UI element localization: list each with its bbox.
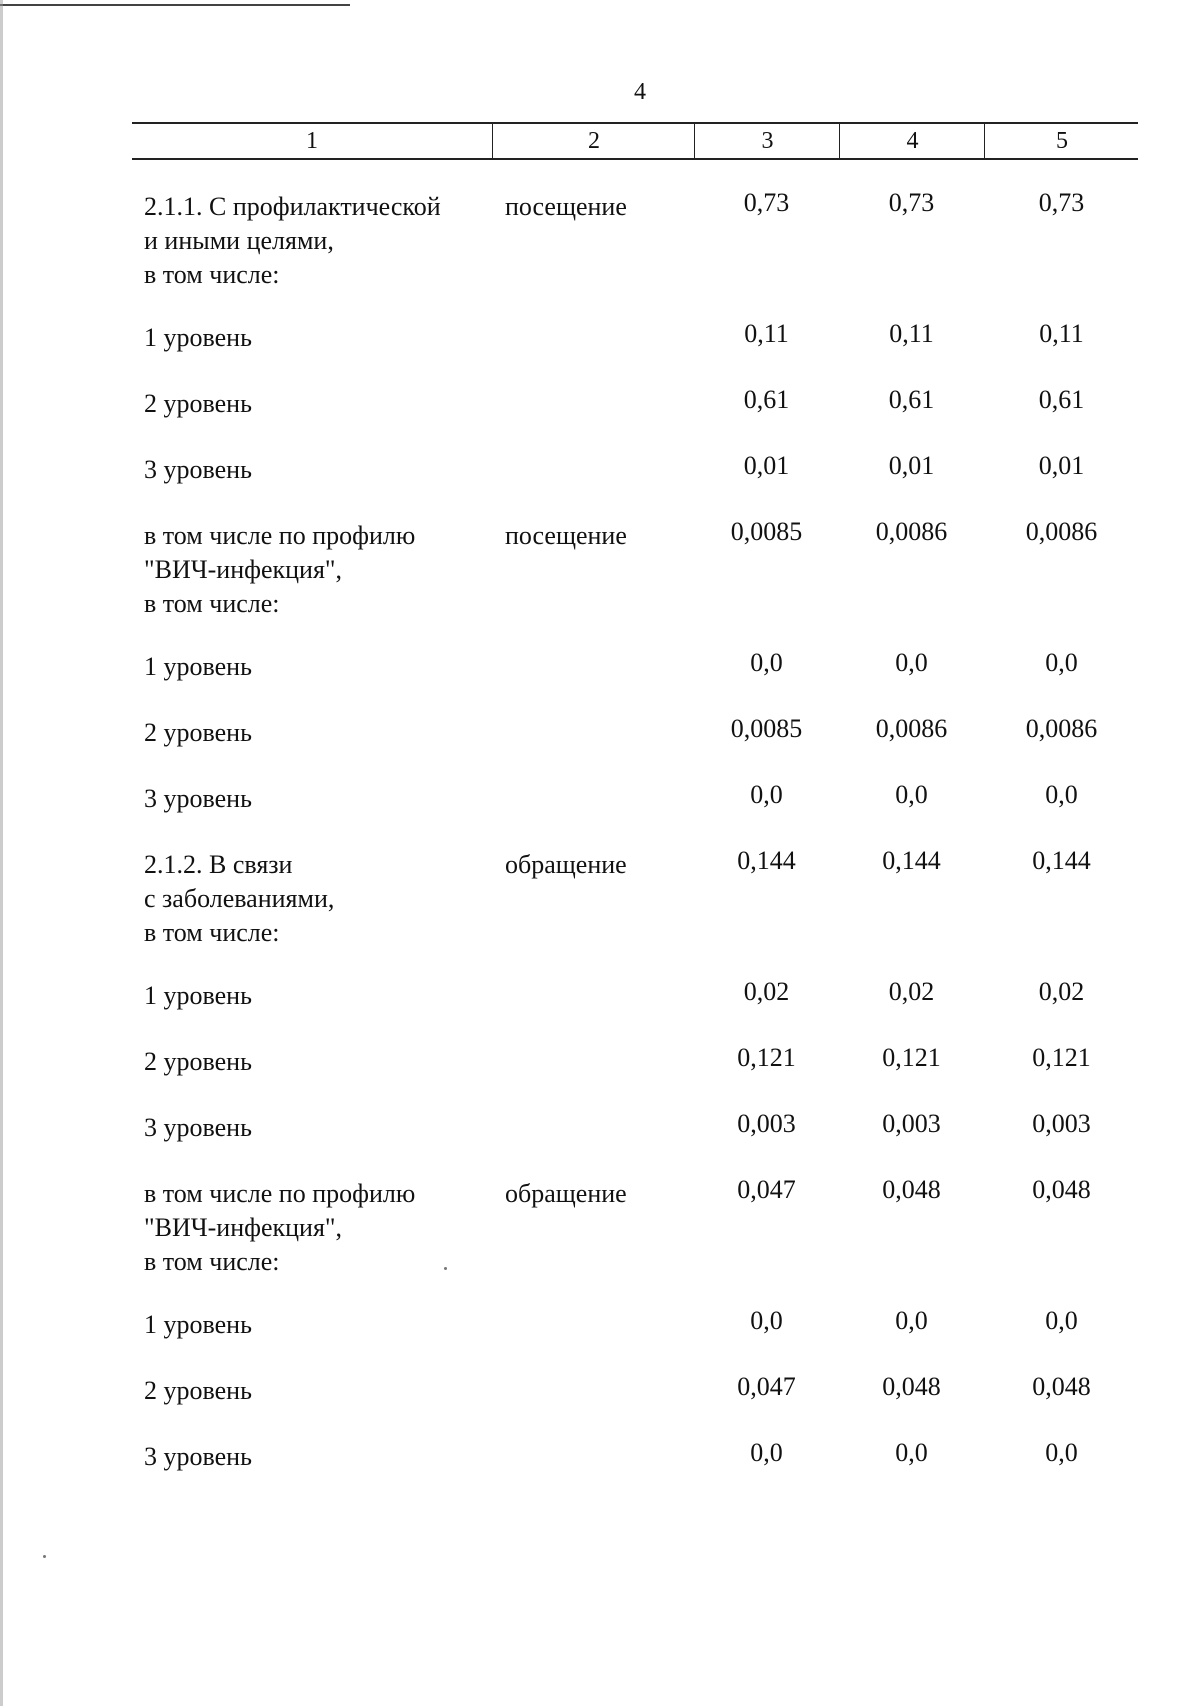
row-value-col5: 0,73 (1038, 188, 1085, 217)
table-row (0, 1374, 1200, 1440)
row-label: 2.1.2. В связи с заболеваниями, в том числе: (144, 850, 335, 947)
column-header-3: 3 (694, 124, 840, 158)
table-row (0, 1045, 1200, 1111)
row-value-col4: 0,73 (888, 188, 935, 217)
table-row (0, 190, 1200, 321)
row-value-col4: 0,61 (888, 385, 935, 414)
row-value-col4: 0,0086 (875, 517, 948, 546)
row-value-col3: 0,047 (737, 1372, 796, 1401)
row-label: 3 уровень (144, 1442, 252, 1471)
row-label: 1 уровень (144, 323, 252, 352)
scan-speck (43, 1555, 46, 1558)
row-unit: обращение (505, 1179, 627, 1208)
table-row (0, 519, 1200, 650)
row-value-col3: 0,11 (744, 319, 789, 348)
row-label: в том числе по профилю "ВИЧ-инфекция", в том числе: (144, 521, 416, 618)
row-value-col3: 0,003 (737, 1109, 796, 1138)
row-value-col5: 0,0 (1045, 648, 1078, 677)
row-value-col4: 0,0086 (875, 714, 948, 743)
table-row (0, 848, 1200, 979)
table-row (0, 979, 1200, 1045)
row-value-col5: 0,048 (1032, 1372, 1091, 1401)
scan-edge-top (0, 0, 350, 6)
row-value-col4: 0,11 (889, 319, 934, 348)
row-value-col3: 0,0 (750, 648, 783, 677)
row-value-col3: 0,61 (743, 385, 790, 414)
row-value-col4: 0,0 (895, 648, 928, 677)
row-value-col5: 0,01 (1038, 451, 1085, 480)
row-value-col5: 0,0 (1045, 1438, 1078, 1467)
row-value-col4: 0,01 (888, 451, 935, 480)
column-header-1: 1 (306, 128, 318, 154)
row-value-col4: 0,0 (895, 1306, 928, 1335)
row-unit: посещение (505, 521, 627, 550)
row-value-col5: 0,11 (1039, 319, 1084, 348)
table-row (0, 1111, 1200, 1177)
row-value-col4: 0,003 (882, 1109, 941, 1138)
table-row (0, 453, 1200, 519)
row-value-col3: 0,144 (737, 846, 796, 875)
row-value-col3: 0,121 (737, 1043, 796, 1072)
row-label: 1 уровень (144, 1310, 252, 1339)
scan-speck (444, 1267, 447, 1270)
table-header-row (132, 122, 1138, 160)
row-label: 3 уровень (144, 1113, 252, 1142)
row-value-col5: 0,0086 (1025, 517, 1098, 546)
row-value-col3: 0,0 (750, 780, 783, 809)
column-header-5: 5 (984, 124, 1139, 158)
row-label: 2 уровень (144, 718, 252, 747)
row-label: в том числе по профилю "ВИЧ-инфекция", в том числе: (144, 1179, 416, 1276)
row-value-col5: 0,0 (1045, 1306, 1078, 1335)
row-value-col5: 0,048 (1032, 1175, 1091, 1204)
row-value-col4: 0,048 (882, 1372, 941, 1401)
table-row (0, 1440, 1200, 1506)
column-header-4: 4 (839, 124, 985, 158)
row-value-col3: 0,0085 (730, 517, 803, 546)
row-label: 3 уровень (144, 455, 252, 484)
row-unit: обращение (505, 850, 627, 879)
row-value-col4: 0,0 (895, 1438, 928, 1467)
table-row (0, 716, 1200, 782)
row-value-col5: 0,0086 (1025, 714, 1098, 743)
row-value-col5: 0,121 (1032, 1043, 1091, 1072)
row-label: 2 уровень (144, 1047, 252, 1076)
row-label: 1 уровень (144, 981, 252, 1010)
row-value-col5: 0,02 (1038, 977, 1085, 1006)
table-row (0, 1308, 1200, 1374)
table-row (0, 650, 1200, 716)
row-value-col3: 0,0085 (730, 714, 803, 743)
table-row (0, 387, 1200, 453)
row-value-col4: 0,02 (888, 977, 935, 1006)
row-label: 1 уровень (144, 652, 252, 681)
row-label: 2 уровень (144, 389, 252, 418)
row-value-col3: 0,0 (750, 1438, 783, 1467)
row-value-col3: 0,047 (737, 1175, 796, 1204)
row-unit: посещение (505, 192, 627, 221)
row-label: 2 уровень (144, 1376, 252, 1405)
column-header-2: 2 (492, 124, 695, 158)
row-value-col4: 0,0 (895, 780, 928, 809)
row-value-col3: 0,02 (743, 977, 790, 1006)
row-value-col4: 0,144 (882, 846, 941, 875)
row-label: 3 уровень (144, 784, 252, 813)
table-row (0, 782, 1200, 848)
row-value-col4: 0,048 (882, 1175, 941, 1204)
table-row (0, 321, 1200, 387)
row-value-col5: 0,003 (1032, 1109, 1091, 1138)
row-value-col3: 0,73 (743, 188, 790, 217)
row-value-col5: 0,61 (1038, 385, 1085, 414)
row-value-col4: 0,121 (882, 1043, 941, 1072)
row-label: 2.1.1. С профилактической и иными целями, в том числе: (144, 192, 441, 289)
row-value-col3: 0,01 (743, 451, 790, 480)
row-value-col5: 0,0 (1045, 780, 1078, 809)
row-value-col3: 0,0 (750, 1306, 783, 1335)
table-body (0, 190, 1200, 1506)
row-value-col5: 0,144 (1032, 846, 1091, 875)
table-row (0, 1177, 1200, 1308)
page-number: 4 (634, 79, 646, 105)
